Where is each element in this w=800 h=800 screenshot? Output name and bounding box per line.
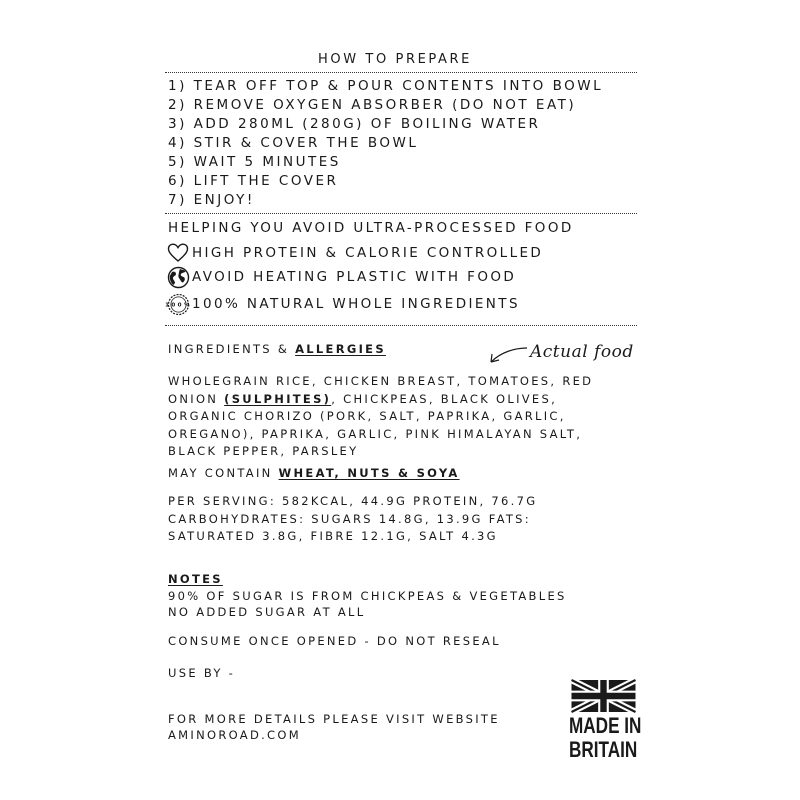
ingredients-line xyxy=(168,391,557,409)
globe-icon xyxy=(166,265,190,289)
ingredients-text: , CHICKPEAS, BLACK OLIVES, xyxy=(331,391,558,406)
made-in-text: MADE IN xyxy=(569,713,642,738)
may-contain xyxy=(168,465,460,483)
nutrition-line: CARBOHYDRATES: SUGARS 14.8G, 13.9G FATS: xyxy=(168,511,531,526)
prepare-step-7: 7) ENJOY! xyxy=(168,192,255,208)
ingredients-text: ONION xyxy=(168,391,225,406)
ingredients-line: ORGANIC CHORIZO (PORK, SALT, PAPRIKA, GARLIC, xyxy=(168,409,566,423)
may-contain-allergens: WHEAT, NUTS & SOYA xyxy=(278,466,460,480)
ingredients-heading xyxy=(168,341,386,359)
prepare-title: HOW TO PREPARE xyxy=(318,52,472,67)
divider xyxy=(165,72,637,73)
benefit-item xyxy=(166,292,520,316)
made-in-britain-label xyxy=(569,714,641,762)
benefit-text: 100% NATURAL WHOLE INGREDIENTS xyxy=(192,296,520,312)
allergies-label: ALLERGIES xyxy=(295,342,386,356)
heart-icon xyxy=(166,241,190,265)
nutrition-line: SATURATED 3.8G, FIBRE 12.1G, SALT 4.3G xyxy=(168,529,498,543)
prepare-step-2: 2) REMOVE OXYGEN ABSORBER (DO NOT EAT) xyxy=(168,97,577,113)
notes-line: NO ADDED SUGAR AT ALL xyxy=(168,605,366,619)
benefit-text: HIGH PROTEIN & CALORIE CONTROLLED xyxy=(192,245,544,261)
notes-heading: NOTES xyxy=(168,572,223,586)
britain-text: BRITAIN xyxy=(569,737,638,762)
consume-note: CONSUME ONCE OPENED - DO NOT RESEAL xyxy=(168,634,501,648)
badge-text: 100% xyxy=(164,302,192,309)
benefits-headline: HELPING YOU AVOID ULTRA-PROCESSED FOOD xyxy=(168,220,574,236)
ingredients-line: BLACK PEPPER, PARSLEY xyxy=(168,444,359,458)
benefit-text: AVOID HEATING PLASTIC WITH FOOD xyxy=(192,269,517,285)
ingredients-line: WHOLEGRAIN RICE, CHICKEN BREAST, TOMATOES, RED xyxy=(168,374,594,388)
actual-food-annotation: Actual food xyxy=(530,342,634,362)
ingredients-line: OREGANO), PAPRIKA, GARLIC, PINK HIMALAYAN SALT, xyxy=(168,426,583,441)
may-contain-prefix: MAY CONTAIN xyxy=(168,466,279,480)
prepare-step-1: 1) TEAR OFF TOP & POUR CONTENTS INTO BOWL xyxy=(168,78,604,94)
arrow-icon xyxy=(487,345,529,367)
prepare-step-6: 6) LIFT THE COVER xyxy=(168,173,339,189)
union-jack-flag-icon xyxy=(569,680,638,712)
100-percent-icon xyxy=(166,292,190,316)
nutrition-line: PER SERVING: 582KCAL, 44.9G PROTEIN, 76.7G xyxy=(168,494,538,508)
sulphites-label: (SULPHITES) xyxy=(224,391,332,406)
notes-line: 90% OF SUGAR IS FROM CHICKPEAS & VEGETABLES xyxy=(168,589,567,603)
prepare-step-3: 3) ADD 280ML (280G) OF BOILING WATER xyxy=(168,116,541,132)
website-line: FOR MORE DETAILS PLEASE VISIT WEBSITE xyxy=(168,712,500,726)
divider xyxy=(165,213,637,214)
prepare-step-4: 4) STIR & COVER THE BOWL xyxy=(168,135,419,151)
prepare-step-5: 5) WAIT 5 MINUTES xyxy=(168,154,341,170)
divider xyxy=(165,325,637,326)
ingredients-heading-prefix: INGREDIENTS & xyxy=(168,342,296,356)
website-url: AMINOROAD.COM xyxy=(168,728,301,742)
use-by: USE BY - xyxy=(168,666,236,680)
benefit-item xyxy=(166,265,516,289)
benefit-item xyxy=(166,241,543,265)
